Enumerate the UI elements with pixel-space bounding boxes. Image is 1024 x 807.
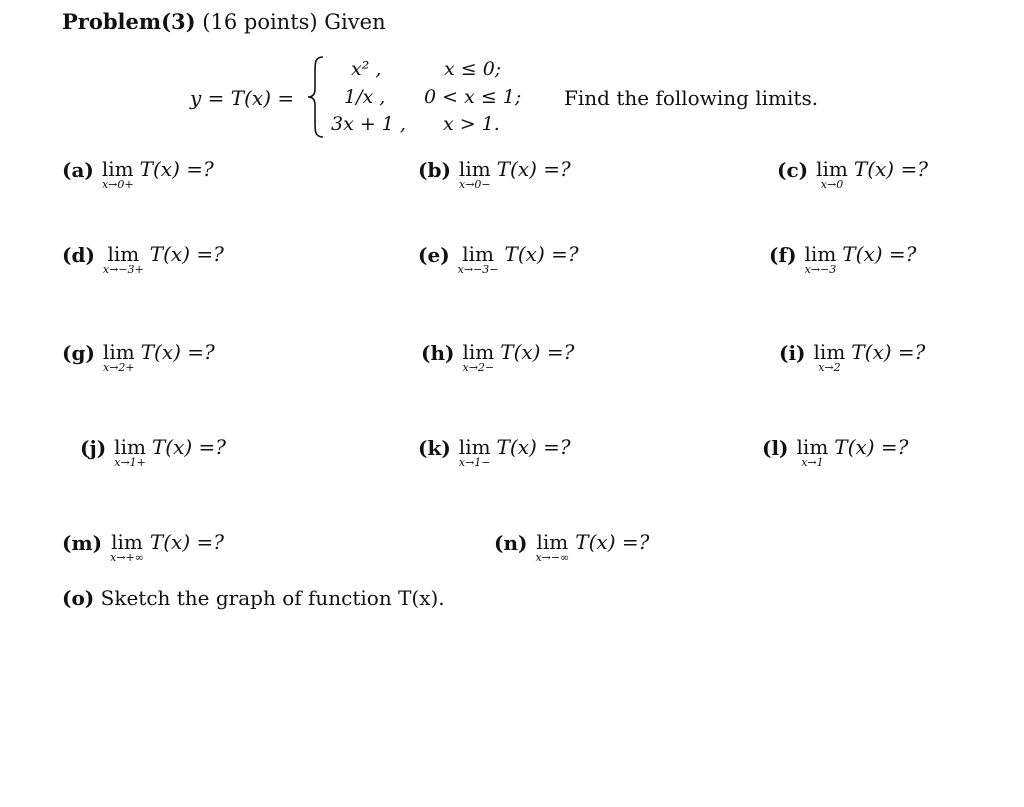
limit-word: lim <box>462 340 495 364</box>
limit-subscript: x→1+ <box>114 456 146 469</box>
case-1-condition: x ≤ 0; <box>444 58 502 80</box>
problem-label: (m) <box>62 531 103 555</box>
limit-operator <box>814 341 846 373</box>
problem-g <box>62 341 215 373</box>
problem-o <box>62 586 445 610</box>
limit-operator <box>535 531 569 563</box>
limit-word: lim <box>462 242 494 266</box>
problem-i <box>779 341 925 373</box>
limit-subscript: x→0+ <box>101 178 134 191</box>
problem-label: (a) <box>62 158 94 182</box>
limit-expression: T(x) =? <box>140 340 215 364</box>
case-1-expression: x² , <box>351 58 382 80</box>
limit-operator <box>103 341 135 373</box>
problem-points: (16 points) Given <box>202 10 386 34</box>
problem-label: (l) <box>762 436 789 460</box>
limit-expression: T(x) =? <box>149 530 224 554</box>
limit-expression: T(x) =? <box>139 157 214 181</box>
limit-operator <box>458 243 499 275</box>
limit-word: lim <box>107 242 140 266</box>
limit-word: lim <box>796 435 829 459</box>
limit-operator <box>459 436 491 468</box>
limit-expression: T(x) =? <box>575 530 650 554</box>
limit-subscript: x→+∞ <box>110 551 144 564</box>
problem-n <box>494 531 649 563</box>
problem-h <box>421 341 574 373</box>
limit-expression: T(x) =? <box>151 435 226 459</box>
case-2-condition: 0 < x ≤ 1; <box>424 86 522 108</box>
problem-label: (b) <box>418 158 451 182</box>
problem-k <box>418 436 571 468</box>
limit-operator <box>797 436 829 468</box>
limit-subscript: x→2+ <box>102 361 135 374</box>
limit-subscript: x→−3 <box>804 263 837 276</box>
problem-label: (h) <box>421 341 455 365</box>
limit-subscript: x→2− <box>462 361 495 374</box>
limit-operator <box>114 436 146 468</box>
limit-word: lim <box>816 157 848 181</box>
limit-expression: T(x) =? <box>496 157 571 181</box>
problem-label: (o) <box>62 586 95 610</box>
limit-subscript: x→0 <box>820 178 844 191</box>
problem-label: (g) <box>62 341 95 365</box>
limit-operator <box>462 341 494 373</box>
limit-word: lim <box>114 435 146 459</box>
limit-expression: T(x) =? <box>504 242 579 266</box>
instruction-text: Find the following limits. <box>564 86 819 110</box>
limit-expression: T(x) =? <box>851 340 926 364</box>
limit-word: lim <box>813 340 846 364</box>
problem-label: (c) <box>777 158 809 182</box>
limit-expression: T(x) =? <box>149 242 224 266</box>
function-lhs: y = T(x) = <box>190 86 295 110</box>
problem-label: (d) <box>62 243 95 267</box>
limit-subscript: x→1 <box>801 456 824 469</box>
limit-word: lim <box>101 157 134 181</box>
limit-operator <box>103 243 144 275</box>
limit-operator <box>102 158 134 190</box>
limit-expression: T(x) =? <box>500 340 575 364</box>
problem-d <box>62 243 224 275</box>
problem-number: Problem(3) <box>62 9 196 34</box>
problem-e <box>418 243 579 275</box>
case-3-condition: x > 1. <box>443 113 500 135</box>
limit-operator <box>110 531 144 563</box>
problem-m <box>62 531 224 563</box>
limit-operator <box>816 158 848 190</box>
problem-b <box>418 158 571 190</box>
problem-label: (i) <box>779 341 806 365</box>
limit-word: lim <box>111 530 143 554</box>
limit-word: lim <box>804 242 837 266</box>
limit-subscript: x→2 <box>818 361 841 374</box>
sketch-instruction: Sketch the graph of function T(x). <box>100 586 445 610</box>
limit-word: lim <box>458 157 491 181</box>
problem-j <box>80 436 226 468</box>
problem-label: (n) <box>494 531 528 555</box>
limit-expression: T(x) =? <box>842 242 917 266</box>
problem-label: (k) <box>418 436 451 460</box>
limit-expression: T(x) =? <box>834 435 909 459</box>
limit-subscript: x→0− <box>458 178 491 191</box>
limit-word: lim <box>102 340 135 364</box>
limit-operator <box>459 158 491 190</box>
limit-operator <box>805 243 837 275</box>
problem-label: (j) <box>80 436 107 460</box>
limit-expression: T(x) =? <box>853 157 928 181</box>
problem-label: (e) <box>418 243 450 267</box>
case-3-expression: 3x + 1 , <box>331 113 406 135</box>
left-brace-icon <box>305 55 329 139</box>
problem-l <box>762 436 908 468</box>
limit-subscript: x→1− <box>458 456 491 469</box>
limit-expression: T(x) =? <box>496 435 571 459</box>
limit-subscript: x→−3+ <box>102 263 144 276</box>
problem-a <box>62 158 214 190</box>
problem-f <box>769 243 916 275</box>
limit-subscript: x→−∞ <box>535 551 570 564</box>
problem-label: (f) <box>769 243 797 267</box>
limit-word: lim <box>536 530 569 554</box>
problem-c <box>777 158 928 190</box>
limit-subscript: x→−3− <box>457 263 499 276</box>
problem-title <box>62 9 386 34</box>
limit-word: lim <box>458 435 491 459</box>
case-2-expression: 1/x , <box>344 86 386 108</box>
